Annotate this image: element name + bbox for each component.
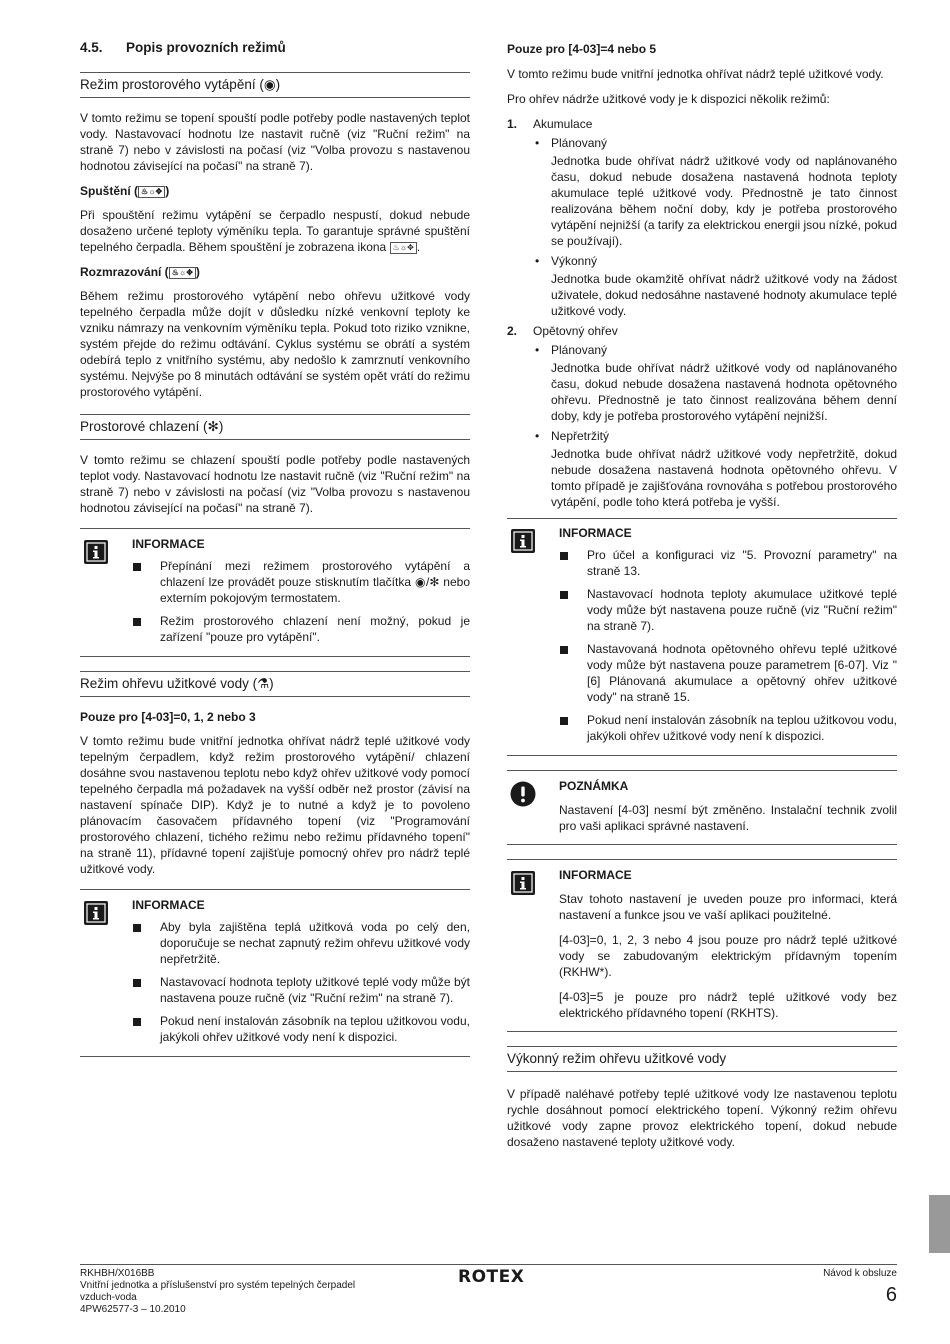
info-bullet: Přepínání mezi režimem prostorového vytápění a chlazení lze provádět pouze stisknutím tlačítka ◉/✻ nebo externím pokojovým termostatem. [132, 558, 470, 606]
info-icon [510, 870, 536, 896]
mode-text-2: Pro ohřev nádrže užitkové vody je k dispozici několik režimů: [507, 92, 830, 106]
info-box-3 [507, 518, 897, 756]
footer-right [823, 1268, 897, 1307]
boost-mode-heading: Výkonný režim ohřevu užitkové vody [507, 1046, 897, 1072]
section-heading [80, 40, 470, 56]
sublist-text: Jednotka bude ohřívat nádrž užitkové vody od naplánovaného času, dokud nebude dosažena nastavená hodnota teploty akumulace teplé užitkové vody. Přednostně je tato činnost realizována během noční doby, kdy je potřeba prostorového vytápění nejnižší (a tarify za elektrickou energii jsou nízké, pokud se používají). [551, 154, 897, 248]
space-heating-heading: Režim prostorového vytápění (◉) [80, 72, 470, 98]
note-text: Nastavení [4-03] nesmí být změněno. Instalační technik zvolil pro vaši aplikaci správné nastavení. [559, 803, 897, 833]
info-box-2 [80, 889, 470, 1057]
rotex-logo: ROTEX [458, 1267, 525, 1287]
info-text: Stav tohoto nastavení je uveden pouze pro informaci, která nastavení a funkce jsou ve vaší aplikaci použitelné. [559, 892, 897, 922]
info-box-1 [80, 528, 470, 657]
info-text: [4-03]=5 je pouze pro nádrž teplé užitkové vody bez elektrického přídavného topení (RKHTS). [559, 990, 897, 1020]
defrost-heading: Rozmrazování ( ♨☼✥ ) [80, 265, 200, 279]
startup-heading: Spuštění ( ♨☼✥ ) [80, 184, 170, 198]
bullet-square-icon [133, 618, 141, 626]
dhw-text: V tomto režimu bude vnitřní jednotka ohřívat nádrž teplé užitkové vody tepelným čerpadlem, když režim prostorového vytápění/ chlazení dosáhne svou nastavenou teplotu nebo když ohřev užitkové vody pomocí tepelného čerpadla má požadavek na vyšší odběr než prostor (závisí na nastavení spínače DIP). Když je to nutné a když je to povoleno plánovacím časovačem přídavného topení (viz "Programování prostorového chlazení, tichého režimu nebo režimu přídavného topení" na straně 11), přídavné topení zajišťuje pomocný ohřev pro nádrž teplé užitkové vody. [80, 734, 470, 876]
mode-text-1: V tomto režimu bude vnitřní jednotka ohřívat nádrž teplé užitkové vody. [507, 67, 884, 81]
sublist-item: • Plánovaný [535, 136, 608, 150]
dhw-heading: Režim ohřevu užitkové vody (⚗) [80, 671, 470, 697]
dhw-subheading: Pouze pro [4-03]=0, 1, 2 nebo 3 [80, 710, 256, 724]
info-box-4 [507, 859, 897, 1032]
document-code: 4PW62577-3 – 10.2010 [80, 1304, 186, 1315]
defrost-icon: ♨☼✥ [169, 267, 196, 279]
info-bullet: Nastavovací hodnota teploty akumulace užitkové teplé vody může být nastavena pouze ručně (viz "Ruční režim" na straně 7). [559, 586, 897, 634]
page-number: 6 [885, 1284, 897, 1306]
startup-text: Při spouštění režimu vytápění se čerpadlo nespustí, dokud nebude dosaženo určené teploty výměníku tepla. To garantuje správné spuštění tepelného čerpadla. Během spouštění je zobrazena ikona ♨☼✥ . [80, 208, 470, 254]
info-text: [4-03]=0, 1, 2, 3 nebo 4 jsou pouze pro nádrž teplé užitkové vody se zabudovaným elektrickým přídavným topením (RKHW*). [559, 933, 897, 979]
sublist-text: Jednotka bude okamžitě ohřívat nádrž užitkové vody na žádost uživatele, dokud nedosáhne nastavené hodnoty akumulace teplé užitkové vody. [551, 272, 897, 318]
space-heating-text: V tomto režimu se topení spouští podle potřeby podle nastavených teplot vody. Nastavovací hodnotu lze nastavit ručně (viz "Ruční režim" na straně 7) nebo v závislosti na počasí (viz "Volba provozu s nastavenou hodnotou závisející na počasí" na straně 7). [80, 111, 470, 173]
product-description-2: vzduch-voda [80, 1292, 137, 1303]
space-cooling-heading: Prostorové chlazení (✻) [80, 414, 470, 440]
startup-icon: ♨☼✥ [138, 186, 165, 198]
note-title: POZNÁMKA [559, 779, 629, 793]
info-bullet: Nastavovací hodnota teploty užitkové teplé vody může být nastavena pouze ručně (viz "Ruční režim" na straně 7). [132, 974, 470, 1006]
manual-title: Návod k obsluze [823, 1268, 897, 1279]
info-bullet: Pokud není instalován zásobník na teplou užitkovou vodu, jakýkoli ohřev užitkové vody není k dispozici. [559, 712, 897, 744]
info-bullet: Pro účel a konfiguraci viz "5. Provozní parametry" na straně 13. [559, 547, 897, 579]
info-icon [83, 539, 109, 565]
info-bullet: Režim prostorového chlazení není možný, pokud je zařízení "pouze pro vytápění". [132, 613, 470, 645]
sublist-text: Jednotka bude ohřívat nádrž užitkové vody od naplánovaného času, dokud nebude dosažena nastavená hodnota opětovného ohřevu. Přednostně je tato činnost realizována během denní doby, kdy je potřeba prostorového vytápění nejnižší. [551, 361, 897, 423]
sublist-item: • Nepřetržitý [535, 429, 610, 443]
info-icon [83, 900, 109, 926]
bullet-square-icon [133, 563, 141, 571]
right-column [507, 38, 897, 1159]
info-bullet: Nastavovaná hodnota opětovného ohřevu teplé užitkové vody může být nastavena pouze parametrem [6-07]. Viz "[6] Plánovaná akumulace a opětovný ohřev užitkové vody" na straně 15. [559, 641, 897, 705]
startup-inline-icon: ♨☼✥ [390, 242, 417, 254]
sublist-2 [507, 342, 897, 510]
bullet-square-icon [133, 979, 141, 987]
note-box [507, 770, 897, 845]
info-box-title: INFORMACE [559, 868, 632, 882]
product-description: Vnitřní jednotka a příslušenství pro systém tepelných čerpadel [80, 1280, 356, 1291]
defrost-text: Během režimu prostorového vytápění nebo ohřevu užitkové vody tepelného čerpadla může dojít v důsledku nízké venkovní teploty ke vzniku námrazy na venkovním výměníku tepla. Pokud toto riziko vznikne, systém přejde do režimu odtávání. Cyklus systému se obrátí a systém odebírá teplo z vnitřního systému, aby nedošlo k zamrznutí venkovního systému. Nejvýše po 8 minutách odtávání se systém opět vrátí do režimu prostorového vytápění. [80, 289, 470, 399]
section-title: Popis provozních režimů [126, 40, 286, 55]
section-number: 4.5. [80, 40, 103, 55]
bullet-square-icon [560, 646, 568, 654]
footer-left [80, 1268, 410, 1316]
space-cooling-text: V tomto režimu se chlazení spouští podle potřeby podle nastavených teplot vody. Nastavovací hodnotu lze nastavit ručně (viz "Ruční režim" na straně 7) nebo v závislosti na počasí (viz "Volba provozu s nastavenou hodnotou závisející na počasí" na straně 7). [80, 453, 470, 515]
bullet-square-icon [560, 717, 568, 725]
sublist-text: Jednotka bude ohřívat nádrž užitkové vody nepřetržitě, dokud nebude dosažena nastavená hodnota opětovného ohřevu. V tomto případě je zajišťována rovnováha s potřebou prostorového vytápění, podle toho která potřeba je vyšší. [551, 447, 897, 509]
sublist-item: • Plánovaný [535, 343, 608, 357]
sublist-item: • Výkonný [535, 254, 598, 268]
page-edge-tab [929, 1195, 950, 1253]
model-code: RKHBH/X016BB [80, 1268, 155, 1279]
info-box-title: INFORMACE [132, 537, 205, 551]
bullet-square-icon [560, 552, 568, 560]
warning-icon [510, 781, 536, 807]
info-icon [510, 528, 536, 554]
left-column [80, 38, 470, 1071]
info-bullet: Aby byla zajištěna teplá užitková voda po celý den, doporučuje se nechat zapnutý režim ohřevu užitkové vody nepřetržitě. [132, 919, 470, 967]
info-box-title: INFORMACE [132, 898, 205, 912]
info-box-title: INFORMACE [559, 526, 632, 540]
bullet-square-icon [133, 1018, 141, 1026]
mode-subheading: Pouze pro [4-03]=4 nebo 5 [507, 42, 657, 56]
bullet-square-icon [133, 924, 141, 932]
sublist-1 [507, 135, 897, 319]
info-bullet: Pokud není instalován zásobník na teplou užitkovou vodu, jakýkoli ohřev užitkové vody není k dispozici. [132, 1013, 470, 1045]
boost-mode-text: V případě naléhavé potřeby teplé užitkové vody lze nastavenou teplotu rychle dosáhnout pomocí elektrického topení. Výkonný režim ohřevu užitkové vody zapne provoz elektrického topení, dokud nebude dosaženo nastavené teploty užitkové vody. [507, 1087, 897, 1149]
list-item-2: 2. Opětovný ohřev [507, 324, 618, 338]
list-item-1: 1. Akumulace [507, 117, 593, 131]
footer [80, 1264, 897, 1315]
bullet-square-icon [560, 591, 568, 599]
